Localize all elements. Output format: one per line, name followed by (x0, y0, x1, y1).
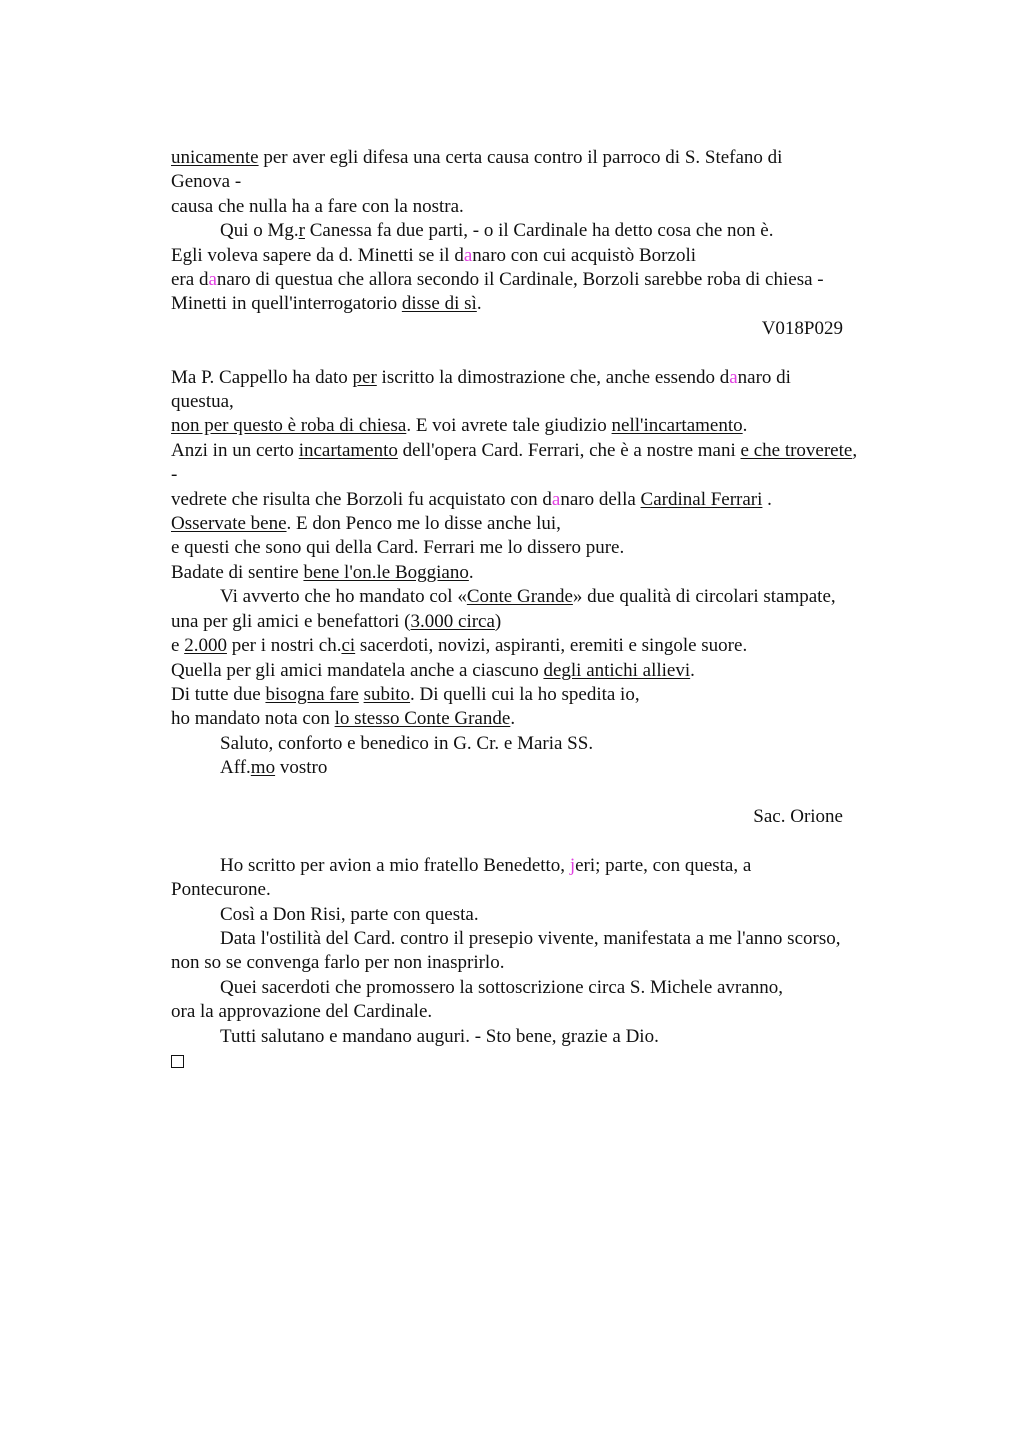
signature: Sac. Orione (753, 805, 843, 827)
text-line: e questi che sono qui della Card. Ferrari me lo dissero pure. (171, 537, 625, 559)
text-line (171, 659, 931, 683)
text-line (171, 512, 931, 536)
text-line (171, 683, 931, 707)
text-line (171, 366, 931, 390)
text-span: vostro (275, 757, 328, 779)
text-span: per i nostri ch. (226, 635, 342, 657)
text-line: causa che nulla ha a fare con la nostra. (171, 195, 464, 217)
highlighted-letter: a (729, 366, 738, 388)
highlighted-letter: a (208, 269, 217, 291)
text-line: - (171, 464, 178, 486)
letter-body (171, 146, 931, 1075)
underlined-text: non per questo è roba di chiesa (171, 415, 407, 437)
underlined-text: ci (341, 635, 356, 657)
text-line (171, 610, 931, 634)
text-span: » due qualità di circolari stampate, (572, 586, 836, 608)
underlined-text: 3.000 circa (410, 610, 495, 632)
underlined-text: subito (363, 683, 411, 705)
page-reference: V018P029 (761, 317, 843, 339)
text-line (171, 634, 931, 658)
text-line: Pontecurone. (171, 879, 271, 901)
text-line (171, 414, 931, 438)
text-span: naro con cui acquistò Borzoli (472, 244, 696, 266)
blank-line (171, 341, 931, 365)
text-line (171, 707, 931, 731)
highlighted-letter: a (551, 488, 561, 510)
text-span: Di tutte due (171, 683, 266, 705)
text-span: Ho scritto per avion a mio fratello Benedetto, (220, 854, 570, 876)
text-line: Tutti salutano e mandano auguri. - Sto bene, grazie a Dio. (220, 1025, 659, 1047)
underlined-text: degli antichi allievi (543, 659, 691, 681)
text-span: . (468, 561, 474, 583)
text-span: . (742, 415, 748, 437)
underlined-text: nell'incartamento (611, 415, 743, 437)
text-span: , (852, 439, 858, 461)
text-line (171, 854, 931, 878)
text-line: non so se convenga farlo per non inasprirlo. (171, 952, 505, 974)
text-span: . Di quelli cui la ho spedita io, (410, 683, 640, 705)
text-span: . (476, 293, 482, 315)
text-span: Canessa fa due parti, - o il Cardinale ha detto cosa che non è. (304, 220, 774, 242)
underlined-text: per (352, 366, 377, 388)
underlined-text: bisogna fare (265, 683, 359, 705)
text-span: una per gli amici e benefattori ( (171, 610, 411, 632)
text-line: ora la approvazione del Cardinale. (171, 1001, 433, 1023)
text-span: Qui o Mg. (220, 220, 299, 242)
text-span: ) (494, 610, 502, 632)
highlighted-letter: a (463, 244, 473, 266)
text-span: . E voi avrete tale giudizio (406, 415, 612, 437)
text-line (171, 219, 931, 243)
underlined-text: 2.000 (184, 635, 227, 657)
text-line: Quei sacerdoti che promossero la sottoscrizione circa S. Michele avranno, (220, 976, 783, 998)
underlined-text: mo (250, 757, 276, 779)
text-span: . E don Penco me lo disse anche lui, (286, 513, 561, 535)
underlined-text: Cardinal Ferrari (640, 488, 763, 510)
text-line (171, 488, 931, 512)
underlined-text: r (298, 220, 305, 242)
underlined-text: bene l'on.le Boggiano (303, 561, 469, 583)
text-line: Genova - (171, 171, 242, 193)
underlined-text: Osservate bene (171, 513, 287, 535)
text-line: questua, (171, 391, 234, 413)
text-span: eri; parte, con questa, a (575, 854, 752, 876)
text-span: . (762, 488, 772, 510)
text-span: Quella per gli amici mandatela anche a ciascuno (171, 659, 544, 681)
text-line (171, 585, 931, 609)
text-line (171, 561, 931, 585)
text-line (171, 268, 931, 292)
text-span: Badate di sentire (171, 561, 304, 583)
blank-line (171, 781, 931, 805)
text-span: era d (171, 269, 209, 291)
text-line (171, 439, 931, 463)
text-span: ho mandato nota con (171, 708, 335, 730)
text-span: Egli voleva sapere da d. Minetti se il d (171, 244, 464, 266)
text-span: naro di (737, 366, 791, 388)
highlighted-letter: j (569, 854, 576, 876)
text-line: Data l'ostilità del Card. contro il presepio vivente, manifestata a me l'anno scorso, (220, 927, 841, 949)
text-span: Anzi in un certo (171, 439, 299, 461)
text-line (171, 244, 931, 268)
text-line: Così a Don Risi, parte con questa. (220, 903, 479, 925)
text-span: e (171, 635, 185, 657)
underlined-text: e che troverete (740, 439, 853, 461)
text-span: Aff. (220, 757, 251, 779)
underlined-text: Conte Grande (466, 586, 573, 608)
text-line (171, 292, 931, 316)
text-line: Saluto, conforto e benedico in G. Cr. e Maria SS. (220, 732, 594, 754)
text-line (171, 756, 931, 780)
end-mark (171, 1049, 931, 1075)
text-span: . (510, 708, 516, 730)
text-span: per aver egli difesa una certa causa contro il parroco di S. Stefano di (258, 147, 783, 168)
underlined-text: unicamente (171, 147, 259, 168)
text-span: . (690, 659, 695, 681)
text-span: Ma P. Cappello ha dato (171, 366, 353, 388)
blank-line (171, 829, 931, 853)
text-span: Vi avverto che ho mandato col « (220, 586, 467, 608)
text-span: sacerdoti, novizi, aspiranti, eremiti e singole suore. (355, 635, 748, 657)
text-span: Minetti in quell'interrogatorio (171, 293, 402, 315)
text-span: vedrete che risulta che Borzoli fu acquistato con d (171, 488, 552, 510)
text-span: naro di questua che allora secondo il Cardinale, Borzoli sarebbe roba di chiesa - (216, 269, 824, 291)
text-span: iscritto la dimostrazione che, anche essendo d (376, 366, 730, 388)
text-line (171, 146, 931, 170)
empty-square-icon (171, 1055, 184, 1068)
text-span: naro della (560, 488, 641, 510)
underlined-text: disse di sì (401, 293, 477, 315)
underlined-text: incartamento (298, 439, 398, 461)
text-span: dell'opera Card. Ferrari, che è a nostre mani (397, 439, 741, 461)
underlined-text: lo stesso Conte Grande (334, 708, 511, 730)
